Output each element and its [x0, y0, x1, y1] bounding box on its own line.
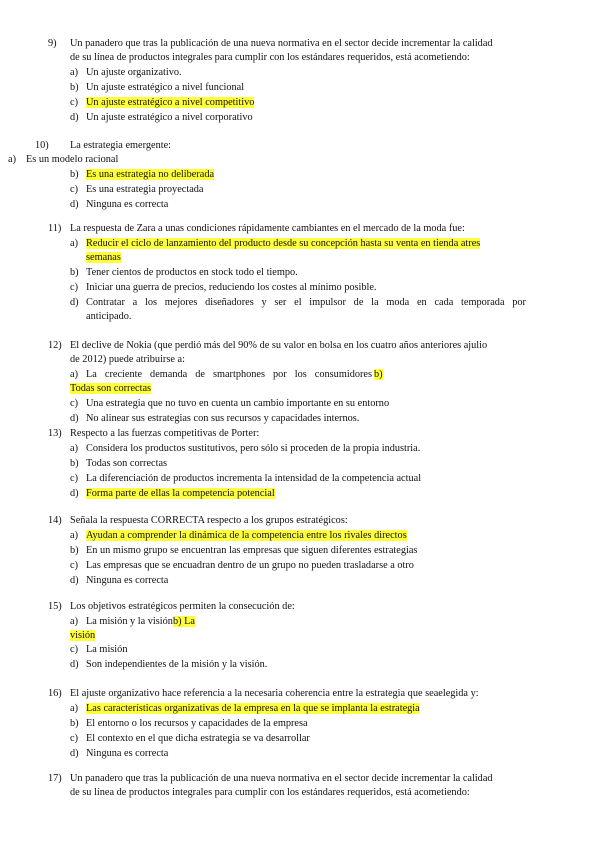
- q11-option-c-letter: c): [70, 282, 78, 293]
- q12-option-b-highlighted: Todas son correctas: [70, 383, 152, 394]
- q10-option-c-letter: c): [70, 184, 78, 195]
- q14-option-a-letter: a): [70, 530, 78, 541]
- q11-option-b-letter: b): [70, 267, 79, 278]
- q10-option-b-highlighted: Es una estrategia no deliberada: [86, 169, 215, 180]
- q10-option-c: Es una estrategia proyectada: [86, 184, 204, 195]
- q16-option-a-letter: a): [70, 703, 78, 714]
- q15-option-a: La misión y la visión: [86, 616, 173, 627]
- q15-option-c: La misión: [86, 644, 128, 655]
- q10-stem: La estrategia emergente:: [70, 140, 172, 151]
- q13-option-c-letter: c): [70, 473, 78, 484]
- q14-option-a-highlighted: Ayudan a comprender la dinámica de la competencia entre los rivales directos: [86, 530, 407, 541]
- q11-option-d-line1: Contratar a los mejores diseñadores y ser el impulsor de la moda en cada temporada por: [86, 297, 526, 308]
- q14-number: 14): [48, 515, 62, 526]
- q16-option-a-highlighted: Las características organizativas de la empresa en la que se implanta la estrategia: [86, 703, 420, 714]
- q11-option-c: Iniciar una guerra de precios, reduciendo los costes al mínimo posible.: [86, 282, 377, 293]
- q13-option-a-letter: a): [70, 443, 78, 454]
- q14-option-d: Ninguna es correcta: [86, 575, 169, 586]
- q13-option-d-highlighted: Forma parte de ellas la competencia potencial: [86, 488, 275, 499]
- q16-option-b-letter: b): [70, 718, 79, 729]
- q11-option-a-letter: a): [70, 238, 78, 249]
- q16-number: 16): [48, 688, 62, 699]
- q12-option-d-letter: d): [70, 413, 79, 424]
- q17-number: 17): [48, 773, 62, 784]
- q15-option-d-letter: d): [70, 659, 79, 670]
- q9-option-b: Un ajuste estratégico a nivel funcional: [86, 82, 245, 93]
- q15-option-b-highlighted-end: visión: [70, 630, 96, 641]
- q14-option-c-letter: c): [70, 560, 78, 571]
- q10-option-a: Es un modelo racional: [26, 154, 119, 165]
- q9-stem-line2: de su línea de productos integrales para cumplir con los estándares requeridos, está acometiendo:: [70, 52, 470, 63]
- q12-option-c: Una estrategia que no tuvo en cuenta un cambio importante en su entorno: [86, 398, 390, 409]
- q12-option-b-letter-highlighted: b): [374, 369, 383, 380]
- q17-stem-line1: Un panadero que tras la publicación de una nueva normativa en el sector decide incrementar la calidad: [70, 773, 493, 784]
- q15-stem: Los objetivos estratégicos permiten la consecución de:: [70, 601, 295, 612]
- q9-option-d-letter: d): [70, 112, 79, 123]
- q16-option-d: Ninguna es correcta: [86, 748, 169, 759]
- q13-option-b: Todas son correctas: [86, 458, 168, 469]
- q17-stem-line2: de su línea de productos integrales para cumplir con los estándares requeridos, está acometiendo:: [70, 787, 470, 798]
- q15-option-d: Son independientes de la misión y la visión.: [86, 659, 268, 670]
- q12-option-c-letter: c): [70, 398, 78, 409]
- q11-number: 11): [48, 223, 62, 234]
- q12-stem-line2: de 2012) puede atribuirse a:: [70, 354, 185, 365]
- q9-option-d: Un ajuste estratégico a nivel corporativo: [86, 112, 253, 123]
- q13-option-b-letter: b): [70, 458, 79, 469]
- q13-option-d-letter: d): [70, 488, 79, 499]
- q14-stem: Señala la respuesta CORRECTA respecto a los grupos estratégicos:: [70, 515, 348, 526]
- q15-option-c-letter: c): [70, 644, 78, 655]
- q9-option-c-highlighted: Un ajuste estratégico a nivel competitivo: [86, 97, 255, 108]
- q10-number: 10): [35, 140, 49, 151]
- q11-option-d-line2: anticipado.: [86, 311, 132, 322]
- q14-option-b: En un mismo grupo se encuentran las empresas que siguen diferentes estrategias: [86, 545, 418, 556]
- q15-option-b-highlighted-start: b) La: [172, 616, 195, 627]
- q16-option-b: El entorno o los recursos y capacidades de la empresa: [86, 718, 308, 729]
- q9-option-b-letter: b): [70, 82, 79, 93]
- q10-option-d-letter: d): [70, 199, 79, 210]
- q11-option-a-highlighted-line2: semanas: [86, 252, 121, 263]
- q14-option-b-letter: b): [70, 545, 79, 556]
- q11-option-d-letter: d): [70, 297, 79, 308]
- q16-option-c: El contexto en el que dicha estrategia se va desarrollar: [86, 733, 310, 744]
- q13-option-a: Considera los productos sustitutivos, pero sólo si proceden de la propia industria.: [86, 443, 421, 454]
- q13-number: 13): [48, 428, 62, 439]
- q15-number: 15): [48, 601, 62, 612]
- q11-option-a-highlighted-line1: Reducir el ciclo de lanzamiento del producto desde su concepción hasta su venta en tienda atres: [86, 238, 481, 249]
- q12-number: 12): [48, 340, 62, 351]
- q16-option-d-letter: d): [70, 748, 79, 759]
- q9-stem-line1: Un panadero que tras la publicación de una nueva normativa en el sector decide incrementar la calidad: [70, 38, 493, 49]
- q12-option-a: La creciente demanda de smartphones por los consumidores: [86, 369, 372, 380]
- q9-option-c-letter: c): [70, 97, 78, 108]
- q9-option-a: Un ajuste organizativo.: [86, 67, 182, 78]
- q10-option-d: Ninguna es correcta: [86, 199, 169, 210]
- q13-option-c: La diferenciación de productos incrementa la intensidad de la competencia actual: [86, 473, 422, 484]
- q12-stem-line1: El declive de Nokia (que perdió más del 90% de su valor en bolsa en los cuatro años anteriores ajulio: [70, 340, 488, 351]
- q16-option-c-letter: c): [70, 733, 78, 744]
- q11-option-b: Tener cientos de productos en stock todo el tiempo.: [86, 267, 298, 278]
- q9-number: 9): [48, 38, 57, 49]
- q11-stem: La respuesta de Zara a unas condiciones rápidamente cambiantes en el mercado de la moda fue:: [70, 223, 465, 234]
- q14-option-d-letter: d): [70, 575, 79, 586]
- q10-option-a-letter: a): [8, 154, 16, 165]
- q13-stem: Respecto a las fuerzas competitivas de Porter:: [70, 428, 260, 439]
- q9-option-a-letter: a): [70, 67, 78, 78]
- q12-option-d: No alinear sus estrategias con sus recursos y capacidades internos.: [86, 413, 360, 424]
- q16-stem: El ajuste organizativo hace referencia a la necesaria coherencia entre la estrategia que seaelegida y:: [70, 688, 479, 699]
- q12-option-a-letter: a): [70, 369, 78, 380]
- q14-option-c: Las empresas que se encuadran dentro de un grupo no pueden trasladarse a otro: [86, 560, 414, 571]
- q15-option-a-letter: a): [70, 616, 78, 627]
- q10-option-b-letter: b): [70, 169, 79, 180]
